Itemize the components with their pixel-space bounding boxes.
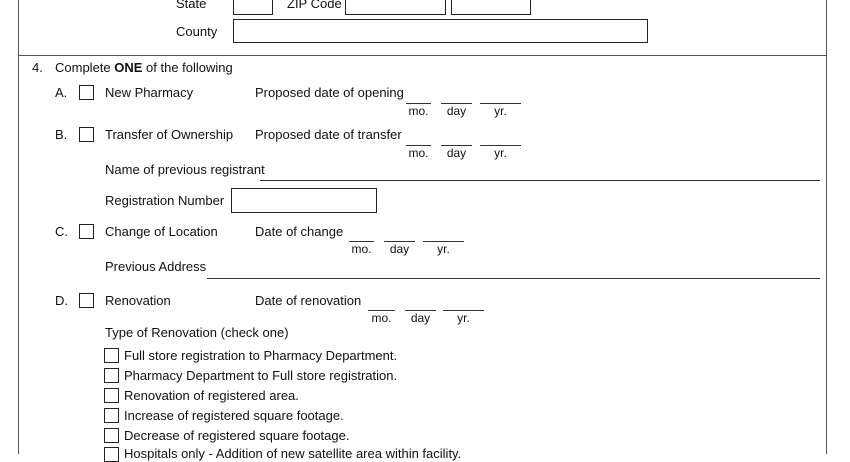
section-number: 4. (32, 60, 43, 75)
transfer-ownership-label: Transfer of Ownership (105, 127, 234, 142)
increase-square-footage-checkbox[interactable] (104, 408, 119, 423)
decrease-square-footage-checkbox[interactable] (104, 428, 119, 443)
registration-number-label: Registration Number (105, 193, 225, 208)
county-label: County (176, 24, 218, 39)
month-caption: mo. (351, 242, 372, 256)
state-label: State (176, 0, 207, 11)
option-a-letter: A. (55, 85, 68, 100)
zip-extension-field[interactable] (451, 0, 531, 15)
renovation-registered-area-checkbox[interactable] (104, 388, 119, 403)
month-caption: mo. (408, 146, 429, 160)
previous-registrant-label: Name of previous registrant (105, 162, 265, 177)
renovation-option-label: Renovation of registered area. (124, 388, 299, 403)
previous-address-line[interactable] (207, 278, 820, 279)
renovation-option-label: Hospitals only - Addition of new satellite area within facility. (124, 446, 462, 461)
year-caption: yr. (437, 242, 450, 256)
option-b-letter: B. (55, 127, 68, 142)
month-caption: mo. (371, 311, 392, 325)
renovation-date-label: Date of renovation (255, 293, 362, 308)
change-location-checkbox[interactable] (79, 224, 94, 239)
pharmacy-to-full-store-checkbox[interactable] (104, 368, 119, 383)
transfer-ownership-checkbox[interactable] (79, 127, 94, 142)
month-caption: mo. (408, 104, 429, 118)
hospital-satellite-checkbox[interactable] (104, 447, 119, 462)
new-pharmacy-checkbox[interactable] (79, 85, 94, 100)
change-date-label: Date of change (255, 224, 344, 239)
renovation-option-label: Increase of registered square footage. (124, 408, 344, 423)
option-c-letter: C. (55, 224, 68, 239)
zip-code-field[interactable] (345, 0, 446, 15)
day-caption: day (446, 104, 467, 118)
transfer-date-label: Proposed date of transfer (255, 127, 402, 142)
renovation-option-label: Decrease of registered square footage. (124, 428, 350, 443)
previous-address-label: Previous Address (105, 259, 207, 274)
opening-date-label: Proposed date of opening (255, 85, 404, 100)
county-field[interactable] (233, 19, 648, 43)
year-caption: yr. (494, 104, 507, 118)
renovation-option-label: Pharmacy Department to Full store registration. (124, 368, 398, 383)
change-location-label: Change of Location (105, 224, 218, 239)
new-pharmacy-label: New Pharmacy (105, 85, 194, 100)
renovation-label: Renovation (105, 293, 171, 308)
full-store-to-pharmacy-checkbox[interactable] (104, 348, 119, 363)
option-d-letter: D. (55, 293, 68, 308)
renovation-option-label: Full store registration to Pharmacy Department. (124, 348, 398, 363)
form-left-border (18, 0, 19, 454)
renovation-checkbox[interactable] (79, 293, 94, 308)
section-heading: Complete ONE of the following (55, 60, 233, 75)
day-caption: day (446, 146, 467, 160)
registration-number-field[interactable] (231, 188, 377, 213)
year-caption: yr. (457, 311, 470, 325)
renovation-type-label: Type of Renovation (check one) (105, 325, 289, 340)
year-caption: yr. (494, 146, 507, 160)
form-right-border (826, 0, 827, 454)
section-divider (18, 55, 827, 56)
previous-registrant-line[interactable] (260, 180, 820, 181)
day-caption: day (410, 311, 431, 325)
zip-code-label: ZIP Code (287, 0, 342, 11)
day-caption: day (389, 242, 410, 256)
state-field[interactable] (233, 0, 273, 15)
